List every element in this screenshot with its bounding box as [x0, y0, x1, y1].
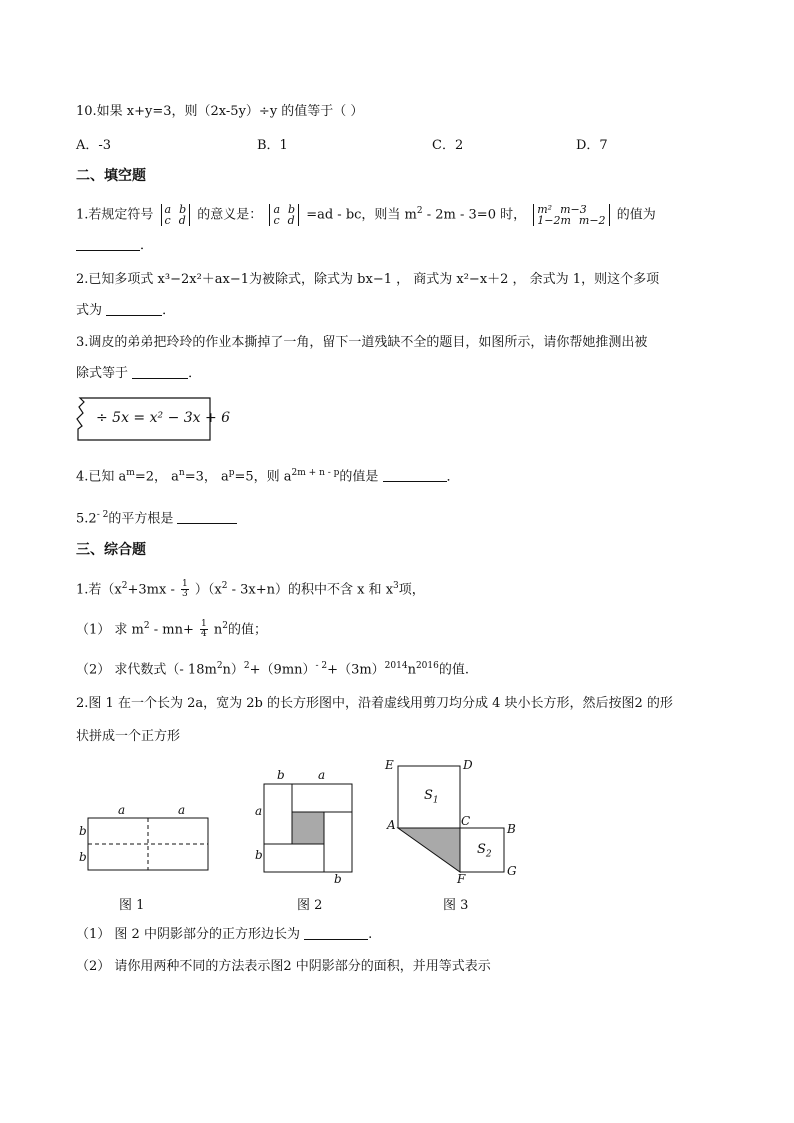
fig3-label-S2: $S_2$	[477, 842, 492, 860]
s2-q2-line2: 式为 ．	[76, 303, 176, 318]
fig3-label-F: F	[457, 872, 466, 886]
q10-stem: 10.如果 x+y=3，则（2x-5y）÷y 的值等于（ ）	[76, 104, 364, 119]
answer-blank[interactable]	[76, 236, 140, 251]
s3-q2-sub1: （1） 图 2 中阴影部分的正方形边长为 .	[76, 927, 373, 942]
fig3-caption: 图 3	[443, 898, 469, 913]
s2-q4: 4.已知 $a^m=2$， $a^n=3$， $a^p=5$，则 $a^{2m + n - p}$的值是 ．	[76, 468, 460, 485]
fig2-label-b-left: b	[255, 848, 263, 862]
q10-option-a: A．-3	[76, 138, 112, 153]
fig3-label-A: A	[387, 818, 396, 832]
fraction-one-third: $\frac{1}{3}$	[181, 579, 188, 600]
figure-3	[390, 762, 510, 878]
fig1-label-b1: b	[79, 824, 87, 838]
s3-q1-sub1: （1） 求 $m^2 - mn+$ $\frac{1}{4}$ $n^2$的值；	[76, 619, 267, 640]
q10-option-b: B．1	[257, 138, 288, 153]
s2-q2-line1: 2.已知多项式 x³−2x²＋ax−1为被除式，除式为 bx−1 ， 商式为 x²−x＋2 ， 余式为 1，则这个多项	[76, 272, 660, 287]
fig2-caption: 图 2	[297, 898, 323, 913]
s2-q5: $5.2^{- 2}$的平方根是	[76, 505, 237, 529]
fig1-caption: 图 1	[119, 898, 145, 913]
s2-q3-line2: 除式等于 ．	[76, 366, 202, 381]
fraction-one-quarter: $\frac{1}{4}$	[201, 619, 207, 640]
fig3-label-S1: $S_1$	[424, 788, 439, 806]
s2-q1-line1: 1.若规定符号 a b c d 的意义是： a b c d =ad - bc，则当 $m^2 - 2m - 3=0$ 时， m² m−3 1−2m m−2 的值为	[76, 202, 656, 227]
s3-q2-sub2: （2） 请你用两种不同的方法表示图2 中阴影部分的面积，并用等式表示	[76, 959, 491, 974]
s3-q2-line2: 状拼成一个正方形	[76, 729, 181, 744]
answer-blank[interactable]	[383, 467, 447, 482]
answer-blank[interactable]	[106, 301, 162, 316]
matrix-abcd-2: a b c d	[269, 204, 299, 226]
fig3-label-E: E	[385, 758, 394, 772]
s2-q1-line2: ．	[76, 236, 153, 256]
s3-q2-line1: 2.图 1 在一个长为 2a，宽为 2b 的长方形图中，沿着虚线用剪刀均分成 4 块小长方形，然后按图2 的形	[76, 696, 673, 711]
answer-blank[interactable]	[132, 364, 188, 379]
q10-option-d: D．7	[576, 138, 608, 153]
s3-q1-stem: 1.若（$x^2+3mx$ - $\frac{1}{3}$ ）$(x^2 - 3x+n)$的积中不含 x 和 $x^3$项，	[76, 579, 425, 600]
matrix-abcd-1: a b c d	[161, 204, 191, 226]
q10-option-c: C．2	[432, 138, 464, 153]
matrix-m: m² m−3 1−2m m−2	[533, 204, 609, 226]
torn-box-expression: ÷ 5x = x² − 3x + 6	[96, 410, 231, 426]
fig2-label-b-top: b	[277, 768, 285, 782]
fig2-label-a-left: a	[255, 804, 263, 818]
answer-blank[interactable]	[304, 925, 368, 940]
fig1-label-a1: a	[118, 803, 126, 817]
fig3-label-D: D	[463, 758, 473, 772]
figure-2	[262, 782, 354, 874]
fig3-label-B: B	[507, 822, 516, 836]
figure-1	[74, 800, 214, 878]
fig2-label-a-top: a	[318, 768, 326, 782]
fig2-label-b-bottom: b	[334, 872, 342, 886]
fig3-label-G: G	[507, 864, 517, 878]
answer-blank[interactable]	[177, 509, 237, 524]
s2-q3-line1: 3.调皮的弟弟把玲玲的作业本撕掉了一角，留下一道残缺不全的题目，如图所示，请你帮她推测出被	[76, 335, 648, 350]
fig1-label-b2: b	[79, 850, 87, 864]
fig3-label-C: C	[461, 814, 471, 828]
fig1-label-a2: a	[178, 803, 186, 817]
s3-q1-sub2: （2） 求代数式（- $18m^2n)^2+(9mn)^{- 2}+(3m)^{2014}n^{2016}$的值.	[76, 661, 469, 678]
section-heading-fill-blank: 二、填空题	[76, 168, 146, 184]
section-heading-comprehensive: 三、综合题	[76, 542, 146, 558]
